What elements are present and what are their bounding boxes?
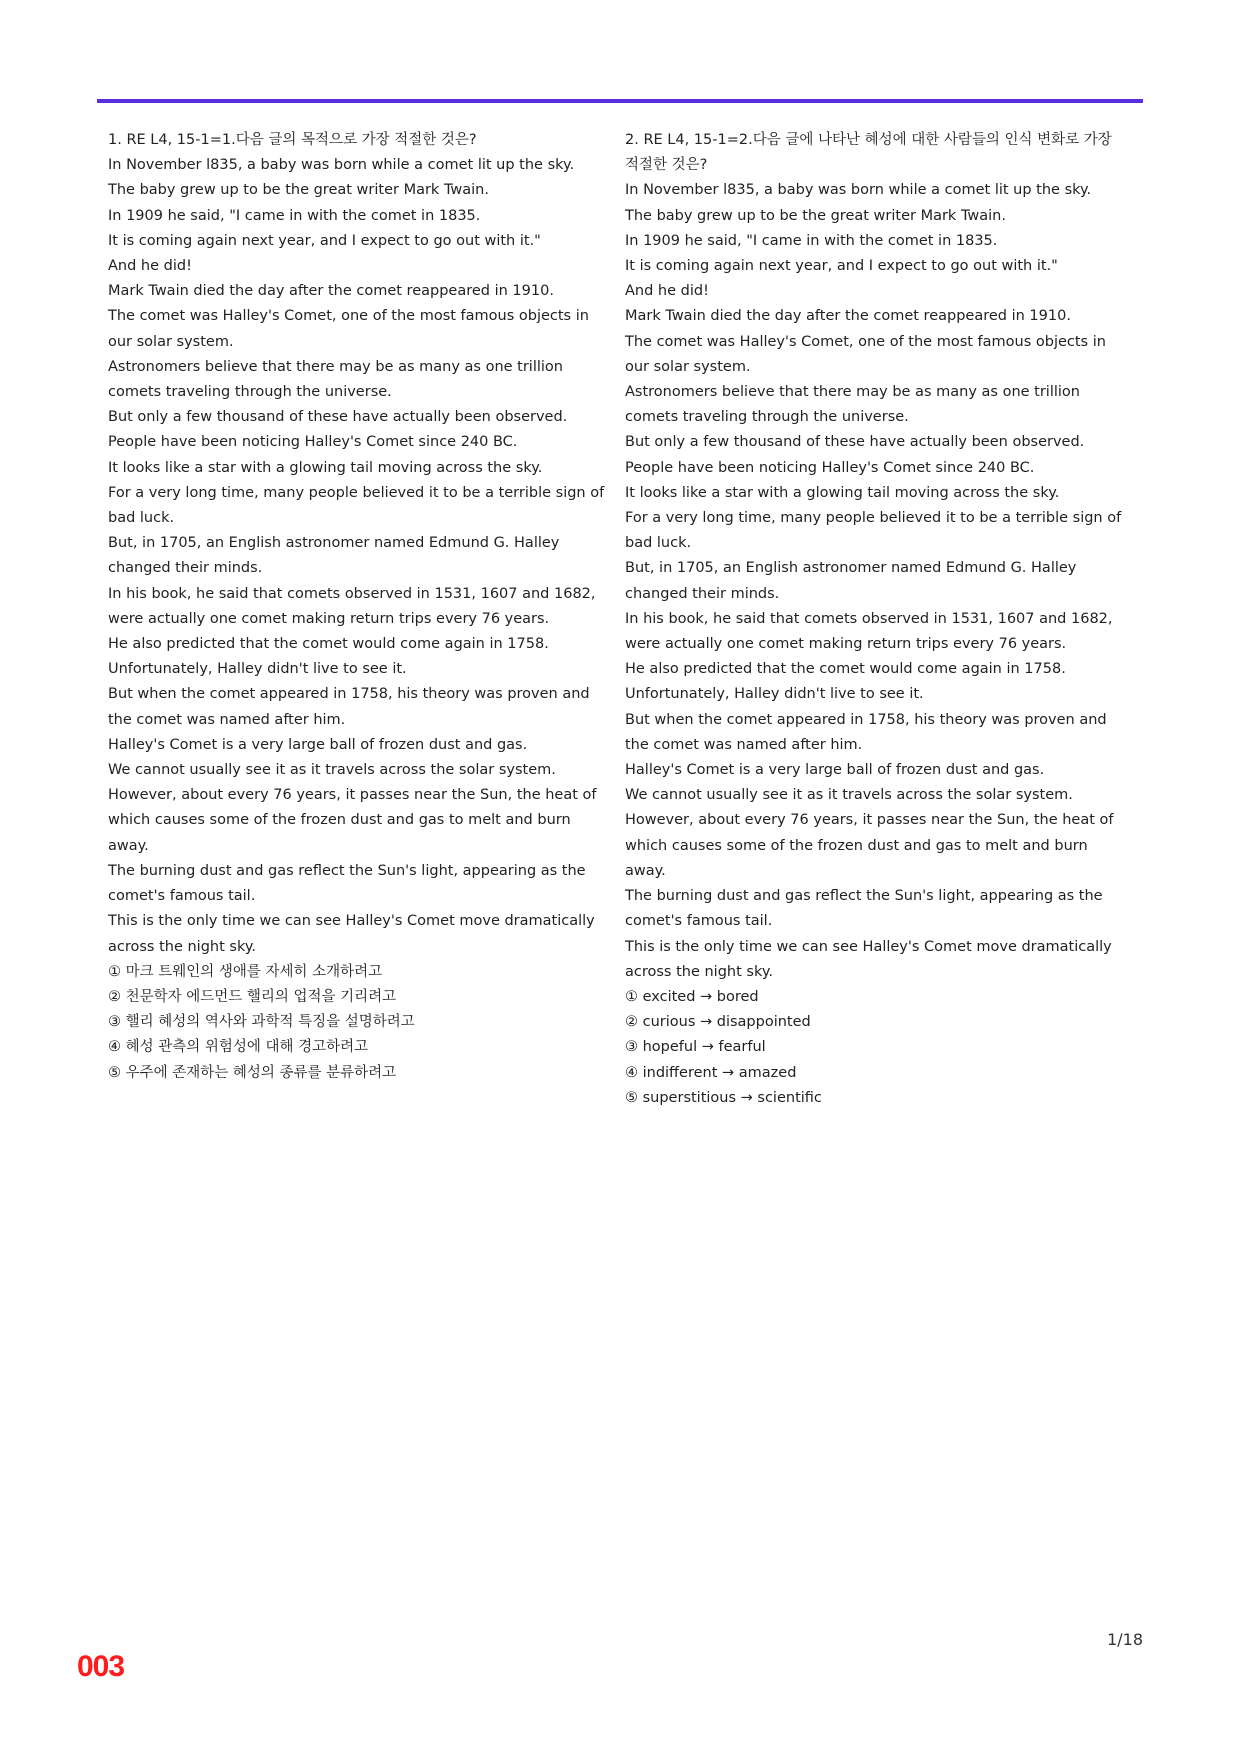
passage-line: And he did! <box>625 283 709 300</box>
passage-line: In 1909 he said, "I came in with the comet in 1835. <box>625 232 998 249</box>
passage-line: We cannot usually see it as it travels across the solar system. <box>625 787 1073 804</box>
passage-line: The baby grew up to be the great writer Mark Twain. <box>625 207 1006 224</box>
passage-line: People have been noticing Halley's Comet since 240 BC. <box>108 434 518 451</box>
answer-choice: ③ 핼리 혜성의 역사와 과학적 특징을 설명하려고 <box>108 1014 415 1031</box>
passage-line: We cannot usually see it as it travels across the solar system. <box>108 762 556 779</box>
question-2-passage <box>625 178 1130 985</box>
passage-line: The comet was Halley's Comet, one of the most famous objects in our solar system. <box>625 333 1106 375</box>
passage-line: In November l835, a baby was born while a comet lit up the sky. <box>625 182 1092 199</box>
answer-choice: ④ indifferent → amazed <box>625 1064 797 1081</box>
passage-line: Astronomers believe that there may be as many as one trillion comets traveling through the universe. <box>108 358 563 401</box>
question-1-passage <box>108 153 613 960</box>
answer-choice: ⑤ superstitious → scientific <box>625 1089 822 1106</box>
passage-line: Unfortunately, Halley didn't live to see it. <box>108 661 407 678</box>
passage-line: This is the only time we can see Halley's Comet move dramatically across the night sky. <box>625 938 1112 980</box>
answer-choice: ① 마크 트웨인의 생애를 자세히 소개하려고 <box>108 963 383 980</box>
document-code: 003 <box>77 1650 125 1683</box>
passage-line: However, about every 76 years, it passes near the Sun, the heat of which causes some of the frozen dust and gas to melt and burn away. <box>108 787 597 854</box>
question-2-choices <box>625 985 1130 1111</box>
passage-line: The burning dust and gas reflect the Sun's light, appearing as the comet's famous tail. <box>625 888 1103 930</box>
page-number: 1/18 <box>1107 1630 1143 1649</box>
passage-line: He also predicted that the comet would come again in 1758. <box>625 661 1066 678</box>
passage-line: For a very long time, many people believed it to be a terrible sign of bad luck. <box>625 510 1122 552</box>
question-1 <box>108 128 613 1086</box>
passage-line: The baby grew up to be the great writer Mark Twain. <box>108 182 489 199</box>
passage-line: And he did! <box>108 258 192 275</box>
answer-choice: ④ 혜성 관측의 위험성에 대해 경고하려고 <box>108 1039 369 1056</box>
passage-line: Halley's Comet is a very large ball of frozen dust and gas. <box>108 736 528 753</box>
passage-line: But, in 1705, an English astronomer named Edmund G. Halley changed their minds. <box>625 560 1077 602</box>
question-2 <box>625 128 1130 1111</box>
question-1-choices <box>108 960 613 1086</box>
passage-line: The comet was Halley's Comet, one of the most famous objects in our solar system. <box>108 308 589 350</box>
passage-line: Unfortunately, Halley didn't live to see it. <box>625 686 924 703</box>
passage-line: But when the comet appeared in 1758, his theory was proven and the comet was named after him. <box>108 686 590 728</box>
passage-line: He also predicted that the comet would come again in 1758. <box>108 636 549 653</box>
question-1-header: 1. RE L4, 15-1=1.다음 글의 목적으로 가장 적절한 것은? <box>108 132 477 148</box>
passage-line: For a very long time, many people believed it to be a terrible sign of bad luck. <box>108 484 605 527</box>
passage-line: But only a few thousand of these have actually been observed. <box>625 434 1085 451</box>
passage-line: But when the comet appeared in 1758, his theory was proven and the comet was named after him. <box>625 711 1107 753</box>
answer-choice: ② 천문학자 에드먼드 핼리의 업적을 기리려고 <box>108 988 397 1005</box>
passage-line: People have been noticing Halley's Comet since 240 BC. <box>625 459 1035 476</box>
passage-line: But only a few thousand of these have actually been observed. <box>108 409 568 426</box>
passage-line: Mark Twain died the day after the comet reappeared in 1910. <box>625 308 1071 325</box>
answer-choice: ⑤ 우주에 존재하는 혜성의 종류를 분류하려고 <box>108 1064 397 1081</box>
passage-line: This is the only time we can see Halley's Comet move dramatically across the night sky. <box>108 913 595 955</box>
passage-line: In November l835, a baby was born while a comet lit up the sky. <box>108 157 575 174</box>
answer-choice: ① excited → bored <box>625 988 759 1005</box>
passage-line: In 1909 he said, "I came in with the comet in 1835. <box>108 207 481 224</box>
passage-line: In his book, he said that comets observed in 1531, 1607 and 1682, were actually one comet making return trips every 76 years. <box>625 610 1113 653</box>
top-divider <box>97 99 1143 103</box>
passage-line: The burning dust and gas reflect the Sun's light, appearing as the comet's famous tail. <box>108 862 586 905</box>
passage-line: It is coming again next year, and I expect to go out with it." <box>108 232 541 249</box>
passage-line: It looks like a star with a glowing tail moving across the sky. <box>108 459 543 476</box>
question-2-header: 2. RE L4, 15-1=2.다음 글에 나타난 혜성에 대한 사람들의 인식 변화로 가장 적절한 것은? <box>625 132 1112 174</box>
passage-line: However, about every 76 years, it passes near the Sun, the heat of which causes some of the frozen dust and gas to melt and burn away. <box>625 812 1114 879</box>
answer-choice: ③ hopeful → fearful <box>625 1039 766 1056</box>
passage-line: Halley's Comet is a very large ball of frozen dust and gas. <box>625 762 1045 779</box>
passage-line: It is coming again next year, and I expect to go out with it." <box>625 258 1058 275</box>
passage-line: Mark Twain died the day after the comet reappeared in 1910. <box>108 283 554 300</box>
passage-line: But, in 1705, an English astronomer named Edmund G. Halley changed their minds. <box>108 535 560 577</box>
passage-line: In his book, he said that comets observed in 1531, 1607 and 1682, were actually one comet making return trips every 76 years. <box>108 585 596 627</box>
passage-line: Astronomers believe that there may be as many as one trillion comets traveling through the universe. <box>625 384 1080 426</box>
passage-line: It looks like a star with a glowing tail moving across the sky. <box>625 484 1060 501</box>
answer-choice: ② curious → disappointed <box>625 1014 811 1031</box>
